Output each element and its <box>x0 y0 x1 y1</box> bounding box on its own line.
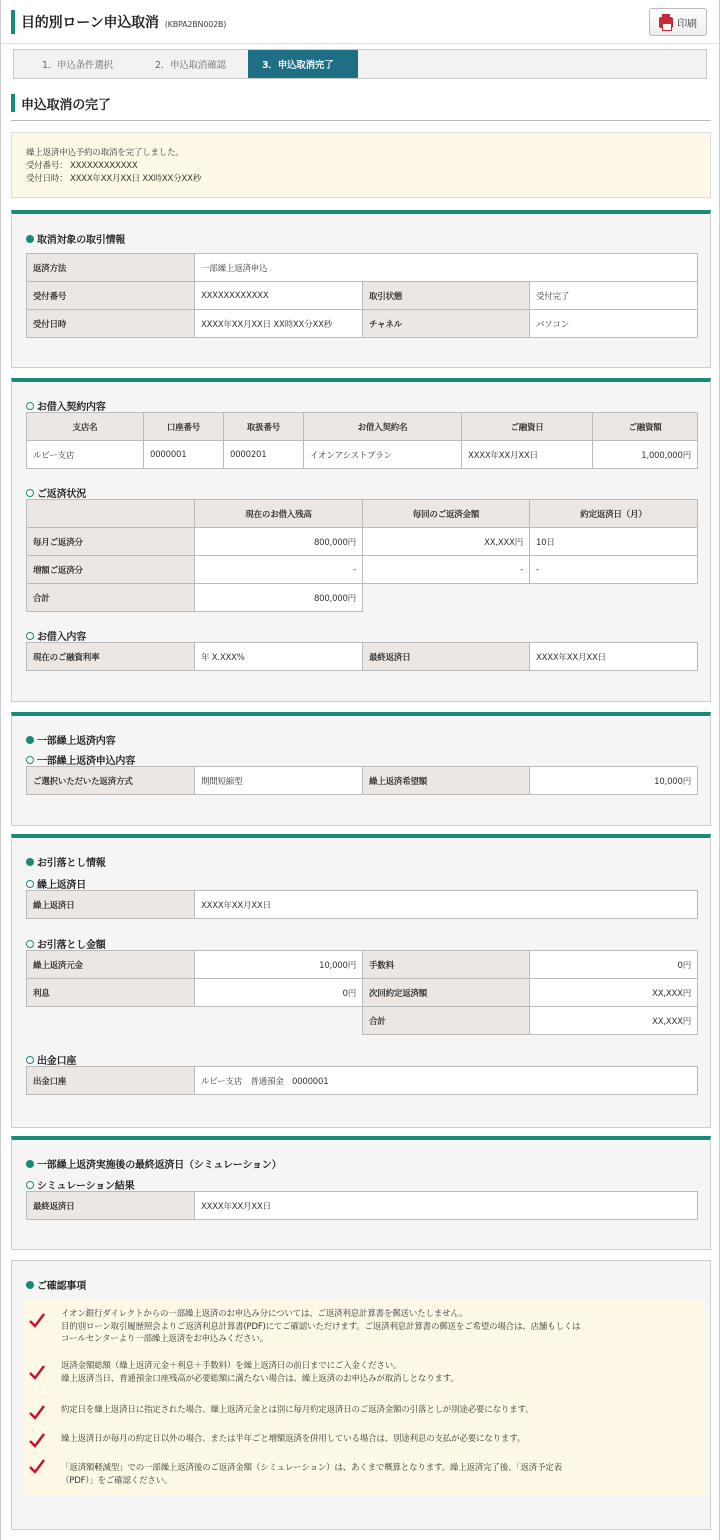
cell: - <box>363 556 530 584</box>
cell: 800,000円 <box>195 584 363 612</box>
row-label: 増額ご返済分 <box>27 556 195 584</box>
confirm-text <box>61 1433 697 1446</box>
title-accent-bar <box>11 10 15 34</box>
repay-header-day: 約定返済日（月） <box>530 500 698 528</box>
debit-date-value: XXXX年XX月XX日 <box>195 891 698 919</box>
debit-date-table <box>26 890 698 919</box>
repay-type-label: ご選択いただいた返済方式 <box>27 767 195 795</box>
filled-circle-icon <box>26 1281 34 1289</box>
ring-icon <box>26 402 34 410</box>
debit-section-title: お引落とし情報 <box>26 854 106 869</box>
repay-type-value: 期間短縮型 <box>195 767 363 795</box>
table-row <box>27 441 698 469</box>
ring-icon <box>26 880 34 888</box>
confirm-line: イオン銀行ダイレクトからの一部繰上返済のお申込み分については、ご返済利息計算書を郵送いたしません。 <box>61 1309 468 1319</box>
ring-icon <box>26 756 34 764</box>
confirm-line: 繰上返済日が毎月の約定日以外の場合、または半年ごと増額返済を併用している場合は、別途利息の支払が必要になります。 <box>61 1434 526 1444</box>
account-table <box>26 1066 698 1095</box>
notice-receipt-date: 受付日時： XXXX年XX月XX日 XX時XX分XX秒 <box>26 174 202 184</box>
rate-value: 年 X.XXX% <box>195 643 363 671</box>
row-label: 毎月ご返済分 <box>27 528 195 556</box>
contract-loan-date: XXXX年XX月XX日 <box>462 441 593 469</box>
check-icon <box>29 1364 45 1380</box>
confirm-line: （PDF）」をご確認ください。 <box>61 1475 173 1486</box>
blank-cell <box>530 584 698 612</box>
page-header-title: 目的別ローン申込取消 (KBPA2BN002B) <box>21 15 227 31</box>
contract-handling: 0000201 <box>224 441 304 469</box>
notice-receipt-number: 受付番号： XXXXXXXXXXXX <box>26 161 138 171</box>
filled-circle-icon <box>26 1160 34 1168</box>
completion-title: 申込取消の完了 <box>21 98 111 113</box>
prepay-section-title: 一部繰上返済内容 <box>26 732 115 747</box>
check-icon <box>29 1458 45 1474</box>
check-icon <box>29 1312 45 1328</box>
prepay-amount-label: 繰上返済希望額 <box>363 767 530 795</box>
contract-section-title: お借入契約内容 <box>26 398 106 413</box>
filled-circle-icon <box>26 858 34 866</box>
contract-loan-amount: 1,000,000円 <box>593 441 698 469</box>
account-sub: 出金口座 <box>26 1052 76 1067</box>
ring-icon <box>26 489 34 497</box>
rate-label: 現在のご融資利率 <box>27 643 195 671</box>
repay-header-balance: 現在のお借入残高 <box>195 500 363 528</box>
check-icon <box>29 1432 45 1448</box>
row-label: 合計 <box>27 584 195 612</box>
confirm-text <box>61 1404 697 1417</box>
contract-header-account: 口座番号 <box>144 413 224 441</box>
contract-header-loan-amount: ご融資額 <box>593 413 698 441</box>
confirm-line: 繰上返済当日、普通預金口座残高が必要総額に満たない場合は、繰上返済のお申込みが取消しとなります。 <box>61 1373 459 1384</box>
filled-circle-icon <box>26 235 34 243</box>
simulation-sub-title: シミュレーション結果 <box>26 1177 134 1192</box>
interest-label: 利息 <box>27 979 195 1007</box>
printer-icon <box>659 17 673 28</box>
fee-value: 0円 <box>530 951 698 979</box>
repay-status-title: ご返済状況 <box>26 485 86 500</box>
final-date-value: XXXX年XX月XX日 <box>530 643 698 671</box>
confirm-line: 目的別ローン取引履歴照会よりご返済利息計算書(PDF)にてご確認いただけます。ご返済利息計算書の郵送をご希望の場合は、店舗もしくは <box>61 1321 581 1332</box>
prepay-panel <box>11 712 711 826</box>
cell: - <box>530 556 698 584</box>
contract-branch: ルビー支店 <box>27 441 144 469</box>
sim-final-value: XXXX年XX月XX日 <box>195 1192 698 1220</box>
loan-section-title: お借入内容 <box>26 628 86 643</box>
receipt-number-label: 受付番号 <box>27 282 195 310</box>
method-value: 一部繰上返済申込 <box>195 254 698 282</box>
account-label: 出金口座 <box>27 1067 195 1095</box>
simulation-panel <box>11 1136 711 1250</box>
simulation-table <box>26 1191 698 1220</box>
contract-header-handling: 取扱番号 <box>224 413 304 441</box>
debit-total-value: XX,XXX円 <box>530 1007 698 1035</box>
print-button[interactable] <box>649 8 707 36</box>
cell: 10日 <box>530 528 698 556</box>
debit-amount-table <box>26 950 698 1035</box>
table-row <box>27 528 698 556</box>
interest-value: 0円 <box>195 979 363 1007</box>
repay-corner <box>27 500 195 528</box>
confirm-text <box>61 1360 697 1385</box>
screen-code: (KBPA2BN002B) <box>164 20 227 29</box>
status-label: 取引状態 <box>363 282 530 310</box>
divider <box>11 120 711 121</box>
final-date-label: 最終返済日 <box>363 643 530 671</box>
cell: XX,XXX円 <box>363 528 530 556</box>
blank-cell <box>27 1007 195 1035</box>
prepay-amount-value: 10,000円 <box>530 767 698 795</box>
cell: - <box>195 556 363 584</box>
step-indicator <box>13 49 707 79</box>
debit-amount-sub: お引落とし金額 <box>26 936 106 951</box>
receipt-date-value: XXXX年XX月XX日 XX時XX分XX秒 <box>195 310 363 338</box>
table-row <box>27 556 698 584</box>
loan-table <box>26 642 698 671</box>
step-2: 2．申込取消確認 <box>155 60 226 71</box>
principal-label: 繰上返済元金 <box>27 951 195 979</box>
method-label: 返済方法 <box>27 254 195 282</box>
sim-final-label: 最終返済日 <box>27 1192 195 1220</box>
status-value: 受付完了 <box>530 282 698 310</box>
ring-icon <box>26 940 34 948</box>
principal-value: 10,000円 <box>195 951 363 979</box>
confirm-line: コールセンターより一部繰上返済をお申込みください。 <box>61 1334 268 1344</box>
contract-account: 0000001 <box>144 441 224 469</box>
next-payment-label: 次回約定返済額 <box>363 979 530 1007</box>
confirm-text <box>61 1308 697 1346</box>
next-payment-value: XX,XXX円 <box>530 979 698 1007</box>
contract-header-branch: 支店名 <box>27 413 144 441</box>
confirm-text <box>61 1462 697 1487</box>
confirm-line: 「返済額軽減型」での一部繰上返済後のご返済金額（シミュレーション）は、あくまで概算となります。繰上返済完了後、「返済予定表 <box>61 1463 562 1473</box>
ring-icon <box>26 1181 34 1189</box>
filled-circle-icon <box>26 736 34 744</box>
debit-date-sub: 繰上返済日 <box>26 876 86 891</box>
target-table <box>26 253 698 338</box>
debit-panel <box>11 834 711 1128</box>
confirmation-box <box>23 1300 705 1496</box>
step-1: 1．申込条件選択 <box>42 60 113 71</box>
prepay-sub-title: 一部繰上返済申込内容 <box>26 752 135 767</box>
channel-value: パソコン <box>530 310 698 338</box>
ring-icon <box>26 632 34 640</box>
completion-notice <box>11 132 711 198</box>
print-label: 印刷 <box>677 18 697 30</box>
receipt-date-label: 受付日時 <box>27 310 195 338</box>
fee-label: 手数料 <box>363 951 530 979</box>
notice-message: 繰上返済申込予約の取消を完了しました。 <box>26 148 184 158</box>
check-icon <box>29 1404 45 1420</box>
debit-total-label: 合計 <box>363 1007 530 1035</box>
table-row <box>27 584 698 612</box>
repay-status-table <box>26 499 698 612</box>
channel-label: チャネル <box>363 310 530 338</box>
target-section-title: 取消対象の取引情報 <box>26 231 125 246</box>
heading-accent-bar <box>11 94 15 112</box>
blank-cell <box>363 584 530 612</box>
prepay-table <box>26 766 698 795</box>
confirm-line: 返済金額総額（繰上返済元金＋利息＋手数料）を繰上返済日の前日までにご入金ください。 <box>61 1361 402 1371</box>
confirmation-title: ご確認事項 <box>26 1277 86 1292</box>
header <box>1 0 719 44</box>
target-transaction-panel <box>11 210 711 368</box>
account-value: ルビー支店 普通預金 0000001 <box>195 1067 698 1095</box>
repay-header-each: 毎回のご返済金額 <box>363 500 530 528</box>
step-3-current: 3．申込取消完了 <box>248 50 358 78</box>
blank-cell <box>195 1007 363 1035</box>
contract-name: イオンアシストプラン <box>304 441 462 469</box>
simulation-section-title: 一部繰上返済実施後の最終返済日（シミュレーション） <box>26 1156 281 1171</box>
debit-date-label: 繰上返済日 <box>27 891 195 919</box>
confirm-line: 約定日を繰上返済日に指定された場合、繰上返済元金とは別に毎月約定返済日のご返済金額の引落としが別途必要になります。 <box>61 1405 534 1415</box>
contract-table <box>26 412 698 469</box>
cell: 800,000円 <box>195 528 363 556</box>
contract-panel <box>11 378 711 702</box>
contract-header-name: お借入契約名 <box>304 413 462 441</box>
contract-header-loan-date: ご融資日 <box>462 413 593 441</box>
ring-icon <box>26 1056 34 1064</box>
receipt-number-value: XXXXXXXXXXXX <box>195 282 363 310</box>
